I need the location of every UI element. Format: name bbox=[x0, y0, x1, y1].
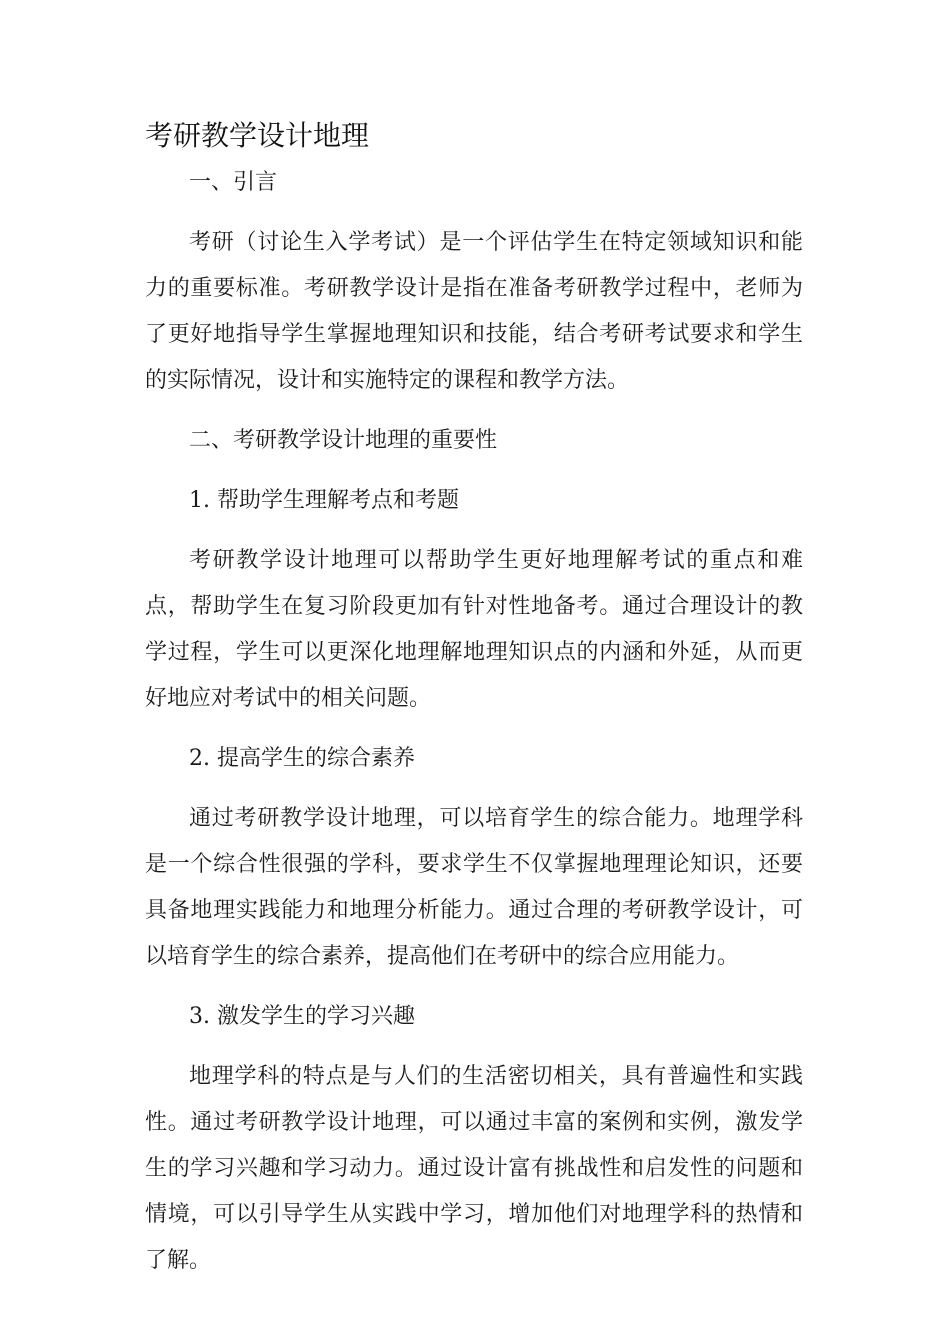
paragraph-point-2: 通过考研教学设计地理，可以培育学生的综合能力。地理学科是一个综合性很强的学科，要求学生不仅掌握地理理论知识，还要具备地理实践能力和地理分析能力。通过合理的考研教学设计，可以培育学生的综合素养，提高他们在考研中的综合应用能力。 bbox=[145, 806, 803, 969]
document-title: 考研教学设计地理 bbox=[145, 119, 370, 152]
section-heading-intro: 一、引言 bbox=[189, 170, 278, 195]
subheading-point-3: 3. 激发学生的学习兴趣 bbox=[189, 1004, 415, 1029]
paragraph-point-3: 地理学科的特点是与人们的生活密切相关，具有普遍性和实践性。通过考研教学设计地理，可以通过丰富的案例和实例，激发学生的学习兴趣和学习动力。通过设计富有挑战性和启发性的问题和情境，可以引导学生从实践中学习，增加他们对地理学科的热情和了解。 bbox=[145, 1064, 803, 1273]
section-heading-importance: 二、考研教学设计地理的重要性 bbox=[189, 428, 498, 453]
subheading-point-1: 1. 帮助学生理解考点和考题 bbox=[189, 488, 459, 513]
paragraph-intro: 考研（讨论生入学考试）是一个评估学生在特定领域知识和能力的重要标准。考研教学设计是指在准备考研教学过程中，老师为了更好地指导学生掌握地理知识和技能，结合考研考试要求和学生的实际情况，设计和实施特定的课程和教学方法。 bbox=[145, 230, 803, 393]
subheading-point-2: 2. 提高学生的综合素养 bbox=[189, 746, 415, 771]
paragraph-point-1: 考研教学设计地理可以帮助学生更好地理解考试的重点和难点，帮助学生在复习阶段更加有针对性地备考。通过合理设计的教学过程，学生可以更深化地理解地理知识点的内涵和外延，从而更好地应对考试中的相关问题。 bbox=[145, 548, 803, 711]
document-body bbox=[145, 160, 803, 1298]
